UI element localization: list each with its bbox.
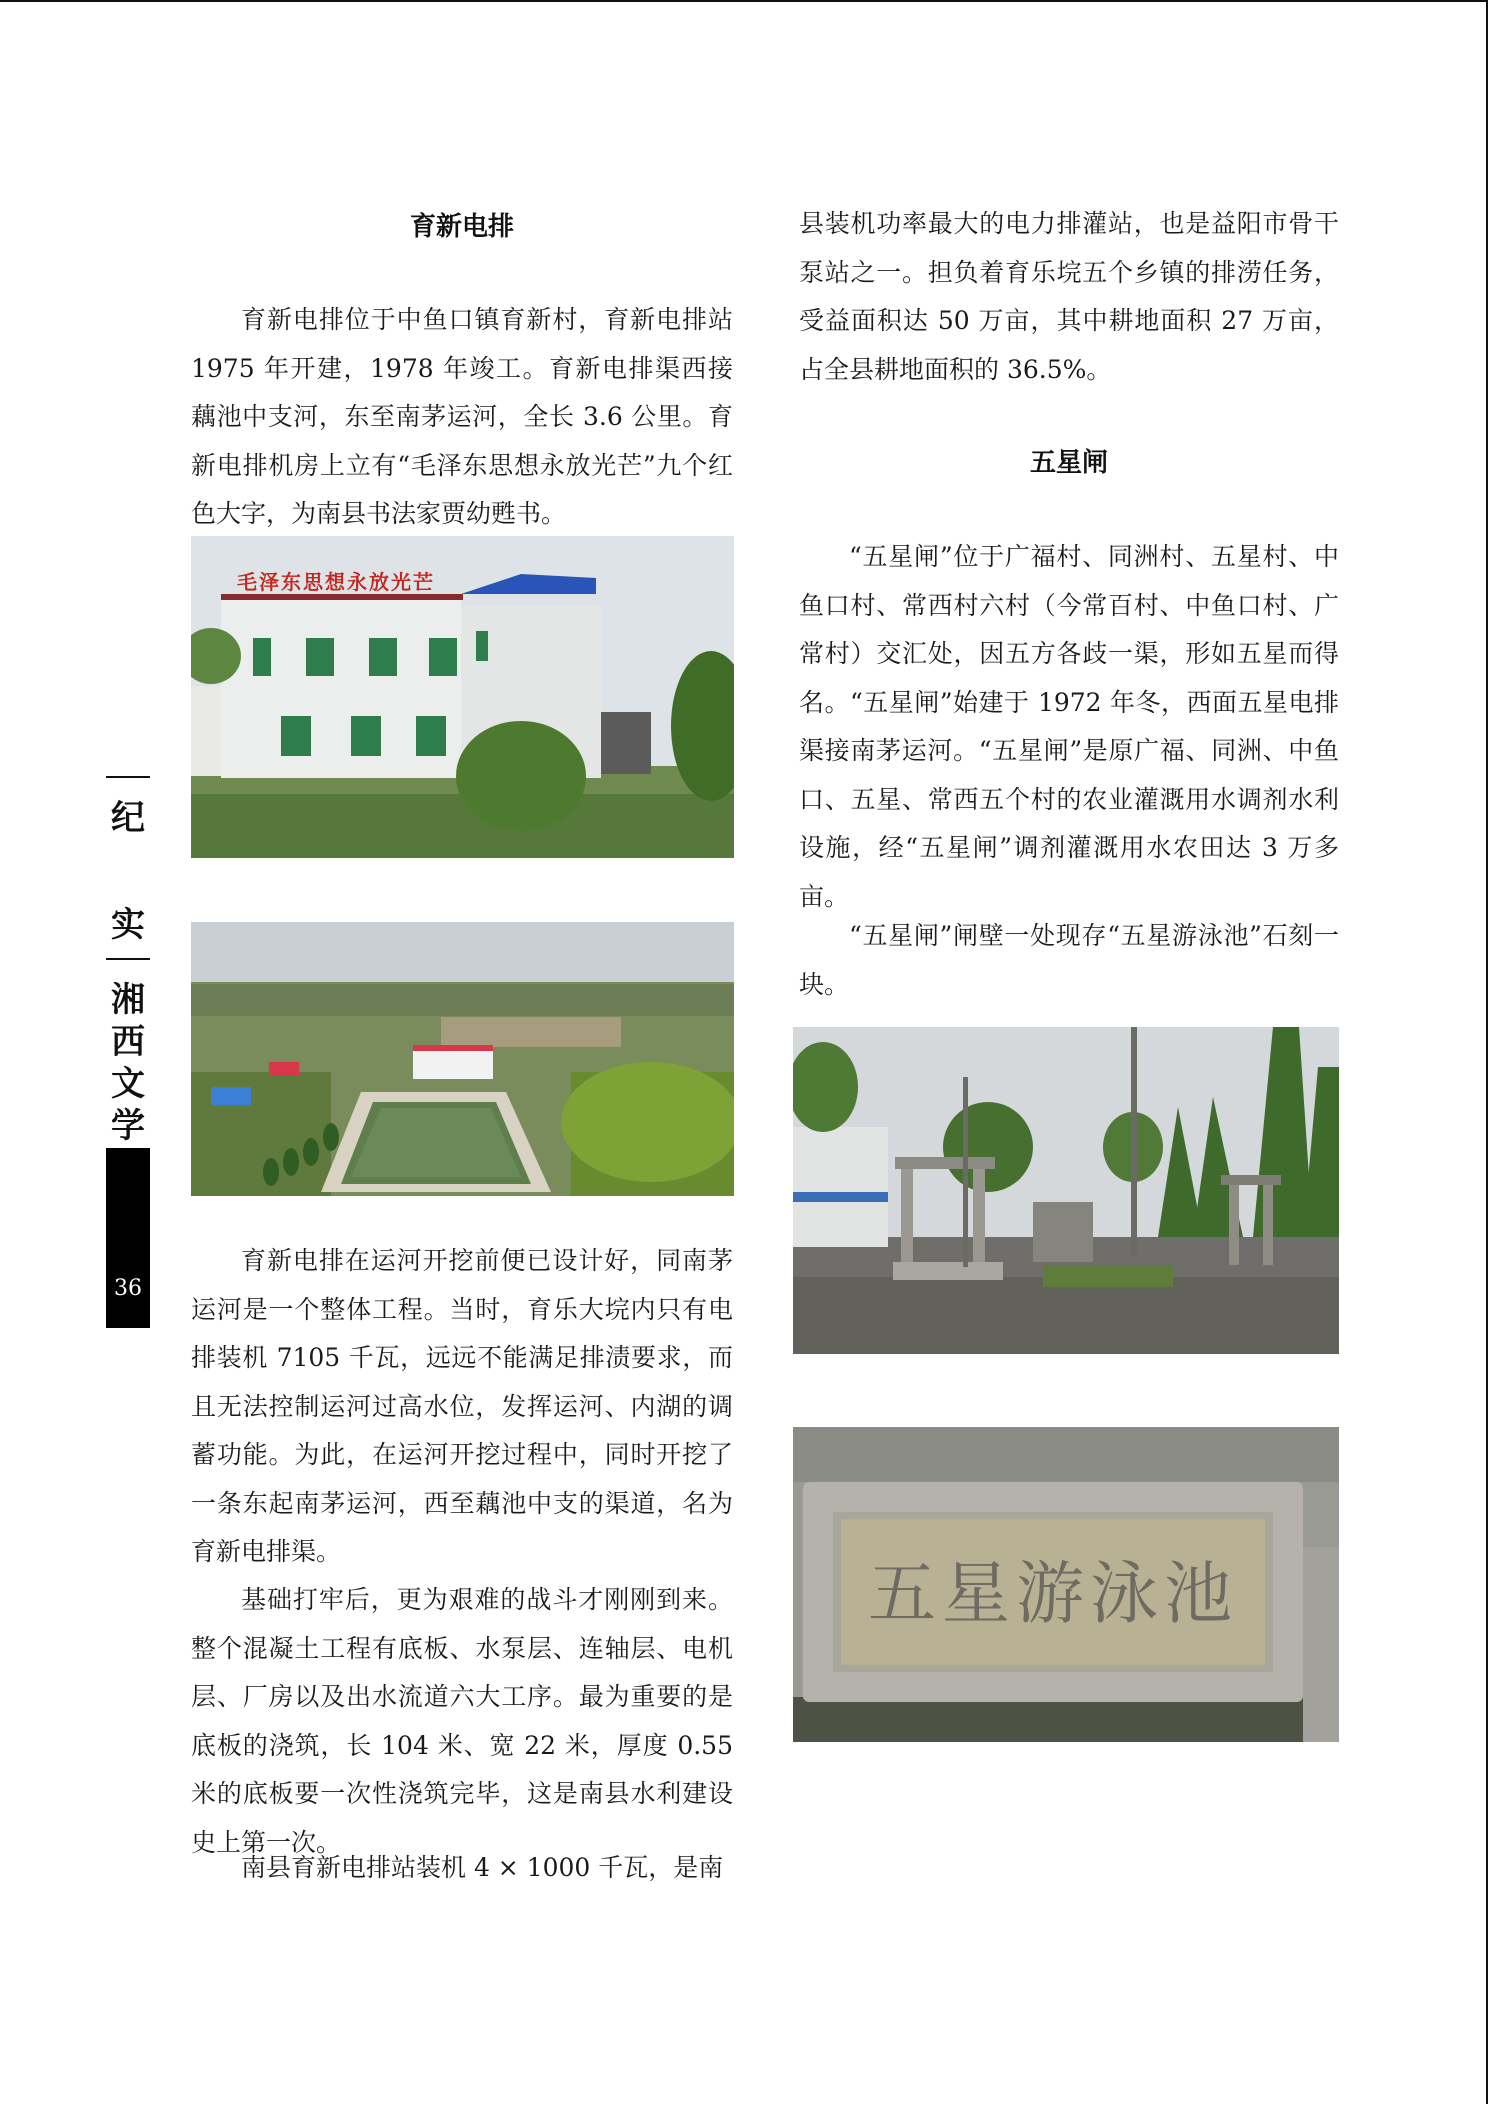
paragraph: 基础打牢后，更为艰难的战斗才刚刚到来。整个混凝土工程有底板、水泵层、连轴层、电机层、厂房以及出水流道六大工序。最为重要的是底板的浇筑，长 104 米、宽 22 米，厚度 0.55 米的底板要一次性浇筑完毕，这是南县水利建设史上第一次。 [191, 1585, 733, 1857]
svg-text:学: 学 [111, 1106, 145, 1145]
svg-text:文: 文 [111, 1064, 145, 1104]
carving-text: 五星游泳池 [867, 1555, 1239, 1634]
side-tab-char-shi: 实 [111, 905, 145, 945]
paragraph: “五星闸”闸壁一处现存“五星游泳池”石刻一块。 [799, 921, 1339, 999]
photo-sluice-gate-structure [793, 1027, 1339, 1354]
side-tab-black-block [106, 1148, 150, 1328]
photo-pump-station-building [191, 536, 734, 858]
paragraph: 育新电排在运河开挖前便已设计好，同南茅运河是一个整体工程。当时，育乐大垸内只有电排装机 7105 千瓦，远远不能满足排渍要求，而且无法控制运河过高水位，发挥运河、内湖的调蓄功能。为此，在运河开挖过程中，同时开挖了一条东起南茅运河，西至藕池中支的渠道，名为育新电排渠。 [191, 1246, 733, 1566]
section-heading-yuxin: 育新电排 [409, 212, 514, 242]
photo-stone-carving [793, 1427, 1339, 1742]
svg-text:西: 西 [111, 1022, 145, 1062]
paragraph: 育新电排位于中鱼口镇育新村，育新电排站 1975 年开建，1978 年竣工。育新电排渠西接藕池中支河，东至南茅运河，全长 3.6 公里。育新电排机房上立有“毛泽东思想永放光芒”九个红色大字，为南县书法家贾幼甦书。 [191, 305, 733, 528]
svg-text:湘: 湘 [111, 980, 145, 1020]
section-heading-wuxingzha: 五星闸 [1029, 448, 1108, 478]
side-tab-divider [106, 776, 150, 778]
page-number: 36 [114, 1276, 142, 1301]
photo-sign-text: 毛泽东思想永放光芒 [237, 570, 435, 594]
paragraph-continued: 县装机功率最大的电力排灌站，也是益阳市骨干泵站之一。担负着育乐垸五个乡镇的排涝任务，受益面积达 50 万亩，其中耕地面积 27 万亩，占全县耕地面积的 36.5%。 [799, 209, 1339, 384]
paragraph: 南县育新电排站装机 4 × 1000 千瓦，是南 [241, 1853, 724, 1882]
paragraph: “五星闸”位于广福村、同洲村、五星村、中鱼口村、常西村六村（今常百村、中鱼口村、广常村）交汇处，因五方各歧一渠，形如五星而得名。“五星闸”始建于 1972 年冬，西面五星电排渠接南茅运河。“五星闸”是原广福、同洲、中鱼口、五星、常西五个村的农业灌溉用水调剂水利设施，经“五星闸”调剂灌溉用水农田达 3 万多亩。 [799, 542, 1339, 911]
side-tab-char-ji: 纪 [111, 798, 145, 838]
magazine-logo [106, 975, 150, 1145]
top-border [0, 0, 1488, 2]
side-tab-divider [106, 958, 150, 960]
photo-aerial-canal [191, 922, 734, 1196]
